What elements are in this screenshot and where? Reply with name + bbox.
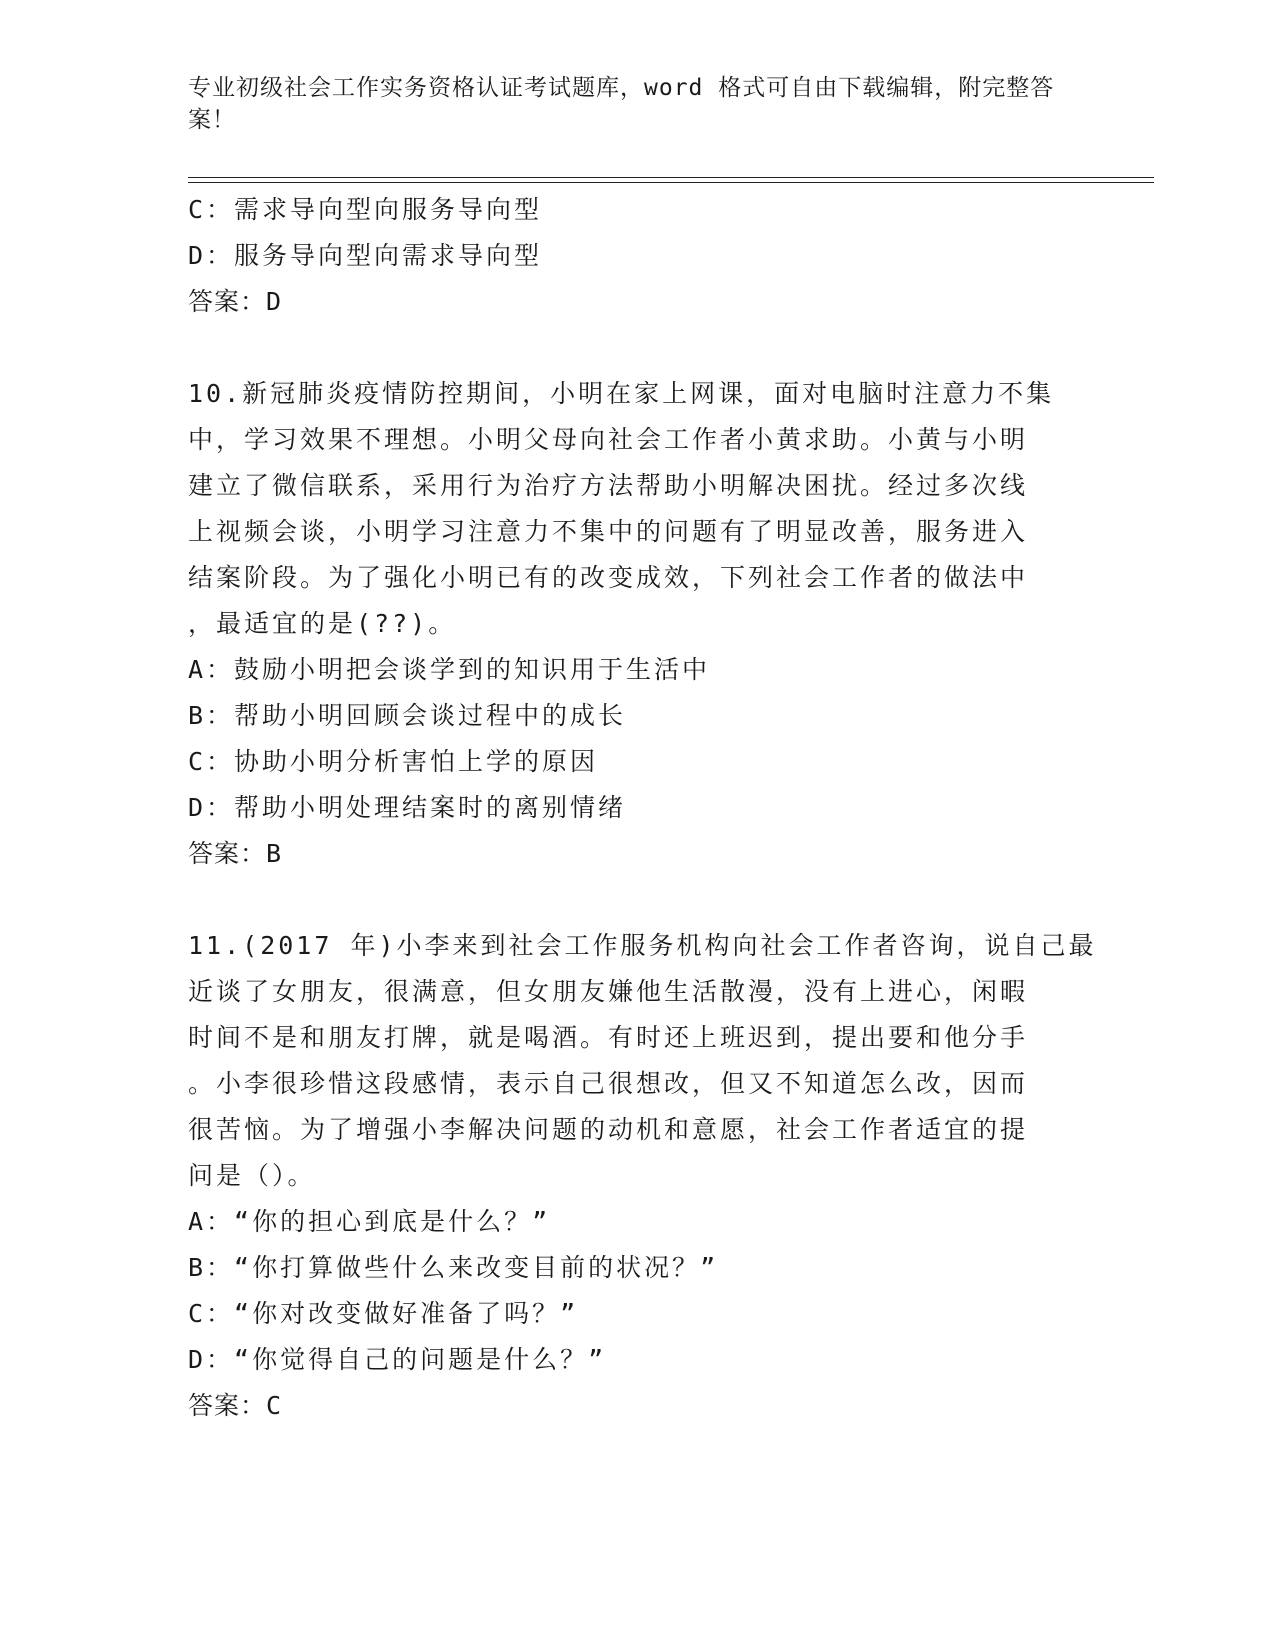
q10-option-d: D：帮助小明处理结案时的离别情绪	[188, 793, 627, 822]
q10-stem-line: 10.新冠肺炎疫情防控期间，小明在家上网课，面对电脑时注意力不集	[188, 379, 1055, 408]
q10-option-b: B：帮助小明回顾会谈过程中的成长	[188, 701, 627, 730]
spacer	[188, 325, 1088, 371]
q9-option-d: D：服务导向型向需求导向型	[188, 241, 543, 270]
spacer	[188, 877, 1088, 923]
q11-option-b: B：“你打算做些什么来改变目前的状况？”	[188, 1253, 719, 1282]
q9-answer: 答案：D	[188, 287, 283, 316]
q10-option-c: C：协助小明分析害怕上学的原因	[188, 747, 599, 776]
q11-stem-line: 。小李很珍惜这段感情，表示自己很想改，但又不知道怎么改，因而	[188, 1069, 1029, 1098]
question-content	[188, 187, 1097, 1429]
q11-answer: 答案：C	[188, 1391, 283, 1420]
header-line-2: 案！	[188, 107, 236, 133]
q10-answer: 答案：B	[188, 839, 283, 868]
question-11	[188, 923, 1097, 1429]
page-header	[188, 72, 1068, 136]
q10-stem-line: ，最适宜的是(??)。	[188, 609, 457, 638]
q10-stem-line: 结案阶段。为了强化小明已有的改变成效，下列社会工作者的做法中	[188, 563, 1029, 592]
q11-stem-line: 问是（）。	[188, 1161, 316, 1190]
q10-stem-line: 建立了微信联系，采用行为治疗方法帮助小明解决困扰。经过多次线	[188, 471, 1029, 500]
q10-stem-line: 中，学习效果不理想。小明父母向社会工作者小黄求助。小黄与小明	[188, 425, 1029, 454]
q11-stem-line: 很苦恼。为了增强小李解决问题的动机和意愿，社会工作者适宜的提	[188, 1115, 1029, 1144]
question-10	[188, 371, 1088, 877]
question-9-tail	[188, 187, 1088, 325]
q10-option-a: A：鼓励小明把会谈学到的知识用于生活中	[188, 655, 711, 684]
q10-stem-line: 上视频会谈，小明学习注意力不集中的问题有了明显改善，服务进入	[188, 517, 1029, 546]
q11-option-c: C：“你对改变做好准备了吗？”	[188, 1299, 579, 1328]
header-line-1: 专业初级社会工作实务资格认证考试题库，word 格式可自由下载编辑，附完整答	[188, 75, 1055, 101]
header-rule-top	[188, 177, 1154, 178]
header-rule-bottom	[188, 182, 1154, 183]
q11-option-a: A：“你的担心到底是什么？”	[188, 1207, 551, 1236]
q11-stem-line: 11.(2017 年)小李来到社会工作服务机构向社会工作者咨询，说自己最	[188, 931, 1097, 960]
q11-option-d: D：“你觉得自己的问题是什么？”	[188, 1345, 607, 1374]
q11-stem-line: 近谈了女朋友，很满意，但女朋友嫌他生活散漫，没有上进心，闲暇	[188, 977, 1029, 1006]
q11-stem-line: 时间不是和朋友打牌，就是喝酒。有时还上班迟到，提出要和他分手	[188, 1023, 1029, 1052]
q9-option-c: C：需求导向型向服务导向型	[188, 195, 543, 224]
